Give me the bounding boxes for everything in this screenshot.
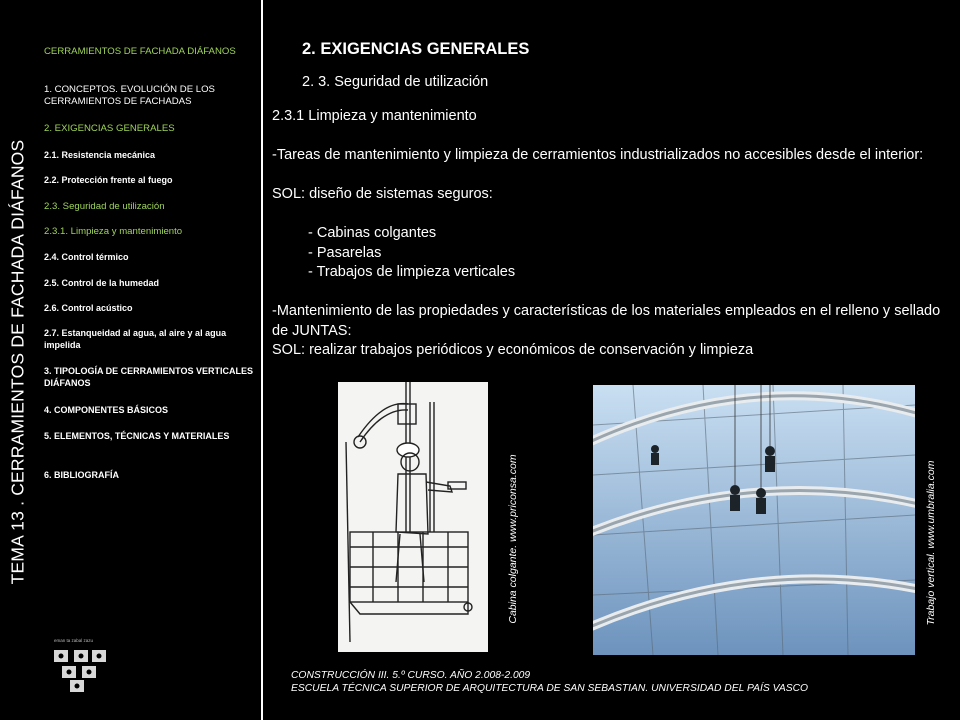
logo-motto: eman ta zabal zazu xyxy=(54,638,94,643)
solution-line-1: SOL: diseño de sistemas seguros: xyxy=(272,186,493,202)
nav-item-tipologia[interactable]: 3. TIPOLOGÍA DE CERRAMIENTOS VERTICALES DIÁFANOS xyxy=(44,366,254,388)
nav-item-exigencias[interactable]: 2. EXIGENCIAS GENERALES xyxy=(44,123,175,134)
vertical-course-title xyxy=(4,122,32,602)
vertical-title-text: TEMA 13 . CERRAMIENTOS DE FACHADA DIÁFANOS xyxy=(7,139,28,585)
nav-item-bibliografia[interactable]: 6. BIBLIOGRAFÍA xyxy=(44,470,120,480)
section-title: 2.3.1 Limpieza y mantenimiento xyxy=(272,108,477,124)
university-logo xyxy=(52,636,112,694)
nav-item-resistencia[interactable]: 2.1. Resistencia mecánica xyxy=(44,150,156,160)
nav-item-conceptos[interactable]: 1. CONCEPTOS. EVOLUCIÓN DE LOS CERRAMIENTOS DE FACHADAS xyxy=(44,84,215,107)
bullet-cabinas: - Cabinas colgantes xyxy=(308,225,437,241)
caption-trabajo-text: Trabajo vertical. www.umbralia.com xyxy=(925,460,937,625)
footer-course-line: CONSTRUCCIÓN III. 5.º CURSO. AÑO 2.008-2.009 xyxy=(291,670,531,681)
nav-item-humedad[interactable]: 2.5. Control de la humedad xyxy=(44,278,160,288)
bullet-pasarelas: - Pasarelas xyxy=(308,244,382,261)
nav-item-acustico[interactable]: 2.6. Control acústico xyxy=(44,303,133,313)
hanging-cabin-illustration xyxy=(338,382,488,652)
main-content xyxy=(272,107,942,361)
nav-item-elementos[interactable]: 5. ELEMENTOS, TÉCNICAS Y MATERIALES xyxy=(44,431,230,441)
bullet-trabajos: - Trabajos de limpieza verticales xyxy=(308,264,516,280)
figure-caption-trabajo xyxy=(921,440,941,645)
solution-line-2: SOL: realizar trabajos periódicos y económicos de conservación y limpieza xyxy=(272,342,754,358)
nav-item-fuego[interactable]: 2.2. Protección frente al fuego xyxy=(44,175,173,185)
nav-item-termico[interactable]: 2.4. Control térmico xyxy=(44,252,129,262)
caption-cabina-text: Cabina colgante. www.priconsa.com xyxy=(507,454,519,624)
page-heading: 2. EXIGENCIAS GENERALES xyxy=(302,40,530,58)
nav-item-componentes[interactable]: 4. COMPONENTES BÁSICOS xyxy=(44,405,169,415)
figure-caption-cabina xyxy=(503,438,523,640)
paragraph-tareas: -Tareas de mantenimiento y limpieza de cerramientos industrializados no accesibles desde el interior: xyxy=(272,147,924,163)
nav-item-estanqueidad[interactable]: 2.7. Estanqueidad al agua, al aire y al agua impelida xyxy=(44,328,227,350)
page-footer xyxy=(291,669,808,695)
nav-item-cerramientos[interactable]: CERRAMIENTOS DE FACHADA DIÁFANOS xyxy=(44,46,236,57)
sidebar-divider xyxy=(261,0,263,720)
paragraph-mantenimiento: -Mantenimiento de las propiedades y características de los materiales empleados en el relleno y sellado de JUNTAS: xyxy=(272,303,941,339)
nav-item-limpieza[interactable]: 2.3.1. Limpieza y mantenimiento xyxy=(44,226,183,237)
page-subheading: 2. 3. Seguridad de utilización xyxy=(302,74,489,90)
nav-item-seguridad[interactable]: 2.3. Seguridad de utilización xyxy=(44,201,165,212)
footer-school-line: ESCUELA TÉCNICA SUPERIOR DE ARQUITECTURA DE SAN SEBASTIAN. UNIVERSIDAD DEL PAÍS VASCO xyxy=(291,683,809,694)
vertical-work-photo xyxy=(593,385,915,655)
